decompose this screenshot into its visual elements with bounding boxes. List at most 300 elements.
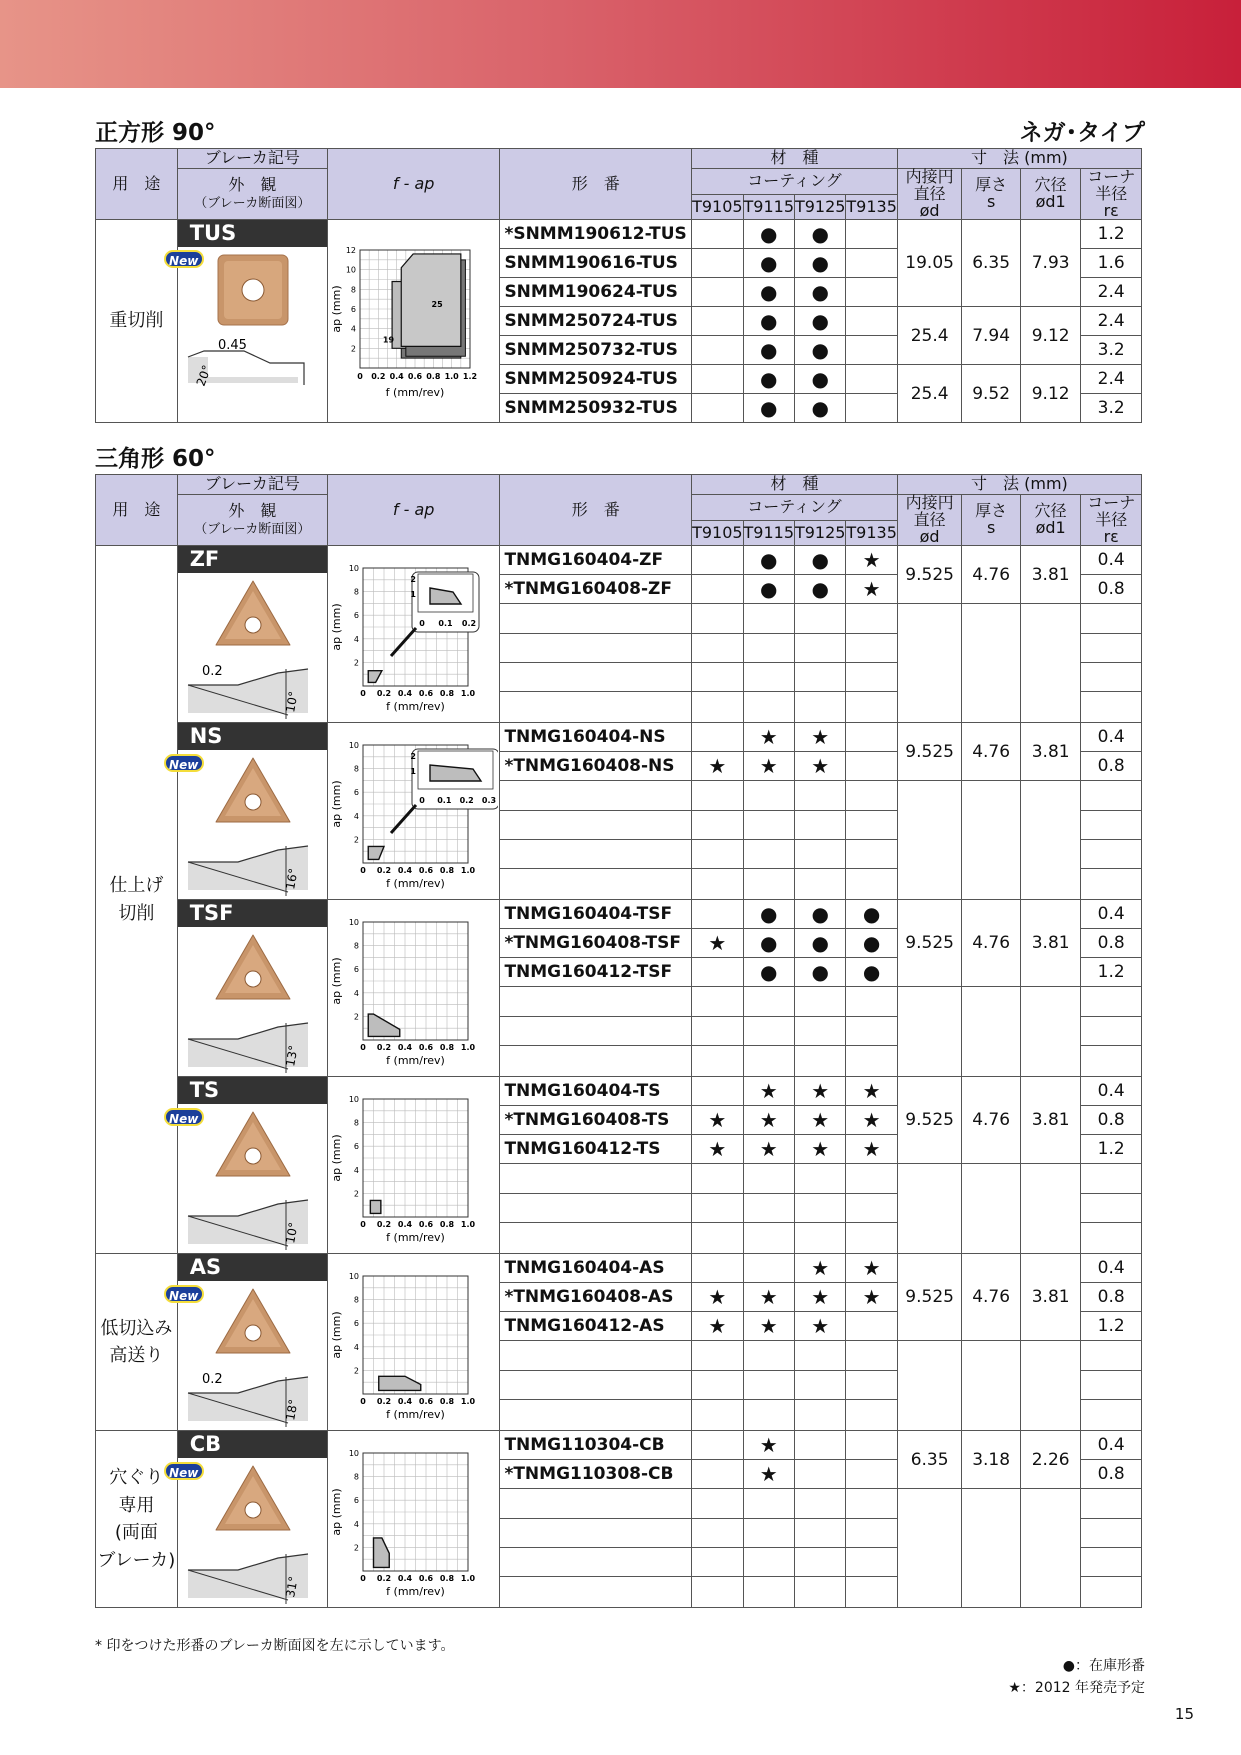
- hdr-appearance: 外 観 （ブレーカ断面図）: [177, 169, 327, 220]
- mark-cell: [743, 1400, 794, 1431]
- mark-cell: [743, 869, 794, 900]
- x-tick-label: 0.4: [389, 372, 404, 382]
- mark-cell: ●: [794, 336, 845, 365]
- x-tick-label: 0.8: [439, 866, 455, 876]
- mark-cell: ●: [743, 546, 794, 575]
- hdr-coating: コーティング: [692, 169, 898, 195]
- hdr-grade: T9125: [794, 520, 845, 546]
- dim-d1: 3.81: [1020, 546, 1081, 604]
- y-tick-label: 10: [348, 564, 359, 574]
- mark-cell: [846, 604, 897, 634]
- mark-cell: ★: [794, 1077, 845, 1106]
- dim-d1: 3.81: [1020, 1077, 1081, 1164]
- mark-cell: [692, 307, 743, 336]
- section-angle-label: 20°: [193, 363, 214, 389]
- y-tick-label: 4: [353, 1343, 359, 1353]
- mark-cell: [692, 546, 743, 575]
- hdr-model: 形 番: [500, 149, 692, 220]
- mark-cell: ●: [743, 394, 794, 423]
- mark-cell: ●: [794, 958, 845, 987]
- mark-cell: ●: [794, 929, 845, 958]
- breaker-code: AS: [178, 1254, 327, 1281]
- mark-cell: [743, 987, 794, 1017]
- inset-x-tick: 0.1: [437, 796, 452, 806]
- mark-cell: [743, 692, 794, 723]
- mark-cell: [846, 1400, 897, 1431]
- model-cell: [500, 692, 692, 723]
- y-tick-label: 10: [348, 918, 359, 928]
- x-tick-label: 0.4: [397, 1043, 413, 1053]
- mark-cell: [794, 987, 845, 1017]
- model-cell: [500, 604, 692, 634]
- dim-d: 9.525: [897, 546, 962, 604]
- dim-s: 7.94: [962, 307, 1021, 365]
- hdr-use: 用 途: [96, 149, 178, 220]
- hdr-coating: コーティング: [692, 495, 898, 521]
- x-axis-label: f (mm/rev): [386, 700, 445, 714]
- square-section-title: 正方形 90°: [95, 120, 216, 146]
- model-cell: [500, 663, 692, 692]
- x-tick-label: 1.0: [460, 1397, 476, 1407]
- mark-cell: [846, 634, 897, 663]
- section-dim-label: 0.2: [201, 1372, 223, 1388]
- mark-cell: ●: [846, 900, 897, 929]
- mark-cell: [692, 394, 743, 423]
- mark-cell: [846, 1489, 897, 1519]
- mark-cell: [794, 604, 845, 634]
- dim-d1: 3.81: [1020, 900, 1081, 987]
- y-tick-label: 4: [350, 325, 356, 335]
- inset-y-tick: 1: [410, 767, 416, 777]
- mark-cell: [794, 1194, 845, 1223]
- mark-cell: [794, 840, 845, 869]
- dim-r: [1081, 1577, 1142, 1608]
- mark-cell: [743, 1223, 794, 1254]
- dim-d: 9.525: [897, 1077, 962, 1164]
- mark-cell: [794, 781, 845, 811]
- mark-cell: [692, 723, 743, 752]
- model-cell: [500, 1519, 692, 1548]
- y-tick-label: 8: [353, 587, 359, 597]
- x-tick-label: 0: [360, 1043, 366, 1053]
- x-axis-label: f (mm/rev): [386, 1585, 445, 1599]
- new-badge: New: [164, 250, 204, 268]
- ns-chart: [327, 723, 499, 900]
- y-tick-label: 6: [353, 1319, 359, 1329]
- as-chart: [327, 1254, 499, 1431]
- hdr-dim-d: 内接円 直径 ød: [897, 495, 962, 546]
- mark-cell: [692, 1489, 743, 1519]
- mark-cell: [692, 1194, 743, 1223]
- empty-dim: [1020, 604, 1081, 723]
- triangle-table: [95, 474, 1142, 1608]
- use-line: 専用: [118, 1494, 155, 1516]
- y-tick-label: 4: [353, 635, 359, 645]
- use-boring: [96, 1431, 178, 1608]
- hdr-dims: 寸 法 (mm): [897, 149, 1141, 169]
- model-cell: TNMG160412-AS: [500, 1312, 692, 1341]
- x-axis-label: f (mm/rev): [386, 877, 445, 891]
- dim-d: 25.4: [897, 307, 962, 365]
- inset-y-tick: 2: [410, 575, 416, 585]
- mark-cell: ★: [743, 1135, 794, 1164]
- mark-cell: ●: [794, 575, 845, 604]
- mark-cell: [846, 1017, 897, 1046]
- mark-cell: ●: [743, 365, 794, 394]
- dim-r: 0.8: [1081, 1460, 1142, 1489]
- legend-dot: ●：在庫形番: [1062, 1658, 1145, 1674]
- hdr-material: 材 種: [692, 475, 898, 495]
- model-cell: TNMG160404-TSF: [500, 900, 692, 929]
- square-insert-image: [178, 247, 326, 395]
- dim-r: 0.4: [1081, 723, 1142, 752]
- mark-cell: [743, 781, 794, 811]
- x-tick-label: 0.8: [439, 1043, 455, 1053]
- mark-cell: [692, 365, 743, 394]
- dim-r: [1081, 1341, 1142, 1371]
- mark-cell: [846, 1341, 897, 1371]
- dim-r: 0.4: [1081, 1077, 1142, 1106]
- x-tick-label: 1.0: [460, 689, 476, 699]
- hdr-dim-r: コーナ 半径 rε: [1081, 169, 1142, 220]
- dim-r: 3.2: [1081, 336, 1142, 365]
- dim-d1: 9.12: [1020, 365, 1081, 423]
- mark-cell: ★: [743, 1077, 794, 1106]
- dim-d1: 7.93: [1020, 220, 1081, 307]
- inset-x-tick: 0.2: [461, 619, 477, 629]
- mark-cell: [846, 1519, 897, 1548]
- mark-cell: ★: [846, 575, 897, 604]
- dim-r: 1.2: [1081, 1312, 1142, 1341]
- dim-r: [1081, 1017, 1142, 1046]
- dim-r: [1081, 987, 1142, 1017]
- dim-d1: 2.26: [1020, 1431, 1081, 1489]
- dim-r: 1.2: [1081, 958, 1142, 987]
- mark-cell: [846, 840, 897, 869]
- mark-cell: [846, 1371, 897, 1400]
- hdr-dim-d: 内接円 直径 ød: [897, 169, 962, 220]
- ts-chart: [327, 1077, 499, 1254]
- hdr-material: 材 種: [692, 149, 898, 169]
- tsf-fap-chart: [328, 900, 498, 1076]
- hdr-grade: T9105: [692, 194, 743, 220]
- mark-cell: ★: [743, 1431, 794, 1460]
- model-cell: [500, 1194, 692, 1223]
- mark-cell: ●: [743, 220, 794, 249]
- mark-cell: [743, 1489, 794, 1519]
- mark-cell: [794, 1548, 845, 1577]
- mark-cell: ★: [692, 1283, 743, 1312]
- tsf-chart: [327, 900, 499, 1077]
- insert-hole: [245, 794, 261, 810]
- y-tick-label: 10: [348, 1449, 359, 1459]
- dim-r: [1081, 781, 1142, 811]
- x-tick-label: 1.0: [460, 1043, 476, 1053]
- mark-cell: [692, 1017, 743, 1046]
- x-tick-label: 0: [360, 1397, 366, 1407]
- triangle-insert-image: [178, 1104, 326, 1252]
- model-cell: [500, 1577, 692, 1608]
- mark-cell: [743, 1371, 794, 1400]
- dim-r: 1.6: [1081, 249, 1142, 278]
- use-line: 仕上げ: [109, 875, 164, 896]
- mark-cell: ●: [794, 220, 845, 249]
- dim-r: 1.2: [1081, 1135, 1142, 1164]
- y-axis-label: ap (mm): [329, 1311, 343, 1360]
- hdr-dim-s: 厚さ s: [962, 495, 1021, 546]
- dim-r: 3.2: [1081, 394, 1142, 423]
- empty-dim: [1020, 1164, 1081, 1254]
- mark-cell: [743, 1254, 794, 1283]
- section-angle-label: 31°: [282, 1575, 301, 1599]
- y-tick-label: 6: [353, 1496, 359, 1506]
- x-tick-label: 0.2: [371, 372, 386, 382]
- mark-cell: [743, 1194, 794, 1223]
- model-cell: *TNMG160408-TSF: [500, 929, 692, 958]
- dim-d: 9.525: [897, 900, 962, 987]
- mark-cell: [794, 1371, 845, 1400]
- model-cell: [500, 634, 692, 663]
- insert-hole: [245, 1325, 261, 1341]
- application-range: [370, 1201, 381, 1214]
- empty-dim: [962, 1164, 1021, 1254]
- mark-cell: [794, 692, 845, 723]
- x-tick-label: 0: [357, 372, 363, 382]
- new-badge: New: [164, 1462, 204, 1480]
- y-tick-label: 2: [353, 1012, 359, 1022]
- dim-d: 25.4: [897, 365, 962, 423]
- breaker-code: TS: [178, 1077, 327, 1104]
- dim-s: 4.76: [962, 900, 1021, 987]
- x-axis-label: f (mm/rev): [386, 1231, 445, 1245]
- hdr-grade: T9115: [743, 520, 794, 546]
- hdr-dims: 寸 法 (mm): [897, 475, 1141, 495]
- dim-s: 4.76: [962, 1254, 1021, 1341]
- square-table: [95, 148, 1142, 423]
- use-lowcut: [96, 1254, 178, 1431]
- x-tick-label: 0.4: [397, 1574, 413, 1584]
- mark-cell: [846, 1194, 897, 1223]
- mark-cell: ★: [846, 1106, 897, 1135]
- mark-cell: [846, 278, 897, 307]
- mark-cell: [692, 692, 743, 723]
- hdr-dim-r: コーナ 半径 rε: [1081, 495, 1142, 546]
- section-dim-label: 0.45: [217, 338, 247, 354]
- region-label: 19: [382, 335, 395, 345]
- dim-r: [1081, 1164, 1142, 1194]
- y-tick-label: 2: [353, 1543, 359, 1553]
- mark-cell: ●: [743, 958, 794, 987]
- application-range: [373, 1538, 389, 1568]
- inset-y-tick: 1: [410, 590, 416, 600]
- empty-dim: [962, 1341, 1021, 1431]
- section-angle-label: 10°: [282, 690, 301, 714]
- tus-chart: [327, 220, 499, 423]
- mark-cell: [794, 1017, 845, 1046]
- mark-cell: ●: [743, 307, 794, 336]
- x-tick-label: 0.6: [418, 1397, 434, 1407]
- x-tick-label: 0.2: [376, 689, 392, 699]
- mark-cell: [846, 752, 897, 781]
- mark-cell: [743, 840, 794, 869]
- y-tick-label: 6: [353, 611, 359, 621]
- y-tick-label: 10: [348, 741, 359, 751]
- mark-cell: ●: [846, 958, 897, 987]
- hdr-grade: T9125: [794, 194, 845, 220]
- mark-cell: [692, 811, 743, 840]
- use-line: 切削: [118, 902, 155, 924]
- y-tick-label: 4: [353, 1520, 359, 1530]
- mark-cell: [743, 663, 794, 692]
- mark-cell: [794, 1431, 845, 1460]
- mark-cell: [846, 1431, 897, 1460]
- mark-cell: [743, 1519, 794, 1548]
- empty-dim: [897, 604, 962, 723]
- dim-d: 6.35: [897, 1431, 962, 1489]
- page-number: 15: [1174, 1705, 1194, 1723]
- inset-x-tick: 0.1: [438, 619, 453, 629]
- dim-r: [1081, 634, 1142, 663]
- mark-cell: ●: [743, 575, 794, 604]
- y-tick-label: 4: [353, 989, 359, 999]
- x-tick-label: 0.4: [397, 689, 413, 699]
- mark-cell: [794, 811, 845, 840]
- triangle-insert-image: [178, 1458, 326, 1606]
- mark-cell: ★: [692, 1106, 743, 1135]
- x-axis-label: f (mm/rev): [386, 1054, 445, 1068]
- y-tick-label: 6: [353, 788, 359, 798]
- mark-cell: ●: [794, 365, 845, 394]
- insert-hole: [245, 1502, 261, 1518]
- x-tick-label: 0.8: [439, 1220, 455, 1230]
- y-tick-label: 2: [353, 658, 359, 668]
- dim-d: 9.525: [897, 1254, 962, 1341]
- mark-cell: [846, 1046, 897, 1077]
- dim-r: 0.4: [1081, 1254, 1142, 1283]
- tus-fap-chart: [328, 220, 498, 420]
- model-cell: TNMG160404-ZF: [500, 546, 692, 575]
- dim-d: 9.525: [897, 723, 962, 781]
- x-tick-label: 0: [360, 689, 366, 699]
- mark-cell: [743, 604, 794, 634]
- mark-cell: [692, 278, 743, 307]
- zf-appearance: [177, 546, 327, 723]
- y-tick-label: 6: [353, 965, 359, 975]
- mark-cell: [794, 1046, 845, 1077]
- use-line: (両面: [114, 1522, 158, 1544]
- mark-cell: [846, 1460, 897, 1489]
- application-range: [379, 1377, 421, 1391]
- triangle-section-title: 三角形 60°: [95, 446, 216, 472]
- mark-cell: [846, 1164, 897, 1194]
- mark-cell: [846, 220, 897, 249]
- mark-cell: ★: [743, 752, 794, 781]
- use-heavy-cutting: 重切削: [96, 220, 178, 423]
- mark-cell: [692, 1223, 743, 1254]
- y-tick-label: 8: [353, 764, 359, 774]
- dim-r: [1081, 1489, 1142, 1519]
- dim-r: 0.8: [1081, 929, 1142, 958]
- x-tick-label: 0.2: [376, 1220, 392, 1230]
- empty-dim: [897, 1164, 962, 1254]
- use-line: 穴ぐり: [109, 1466, 164, 1488]
- mark-cell: [692, 1341, 743, 1371]
- y-axis-label: ap (mm): [329, 1134, 343, 1183]
- hdr-grade: T9135: [846, 520, 897, 546]
- breaker-code: TSF: [178, 900, 327, 927]
- mark-cell: [692, 575, 743, 604]
- mark-cell: ★: [794, 723, 845, 752]
- dim-r: 0.8: [1081, 575, 1142, 604]
- x-tick-label: 0.4: [397, 1220, 413, 1230]
- dim-r: [1081, 1548, 1142, 1577]
- empty-dim: [1020, 987, 1081, 1077]
- mark-cell: [692, 840, 743, 869]
- dim-r: [1081, 1400, 1142, 1431]
- mark-cell: ★: [846, 1135, 897, 1164]
- model-cell: TNMG160404-AS: [500, 1254, 692, 1283]
- mark-cell: ●: [794, 394, 845, 423]
- x-tick-label: 0.8: [439, 1574, 455, 1584]
- y-tick-label: 10: [348, 1272, 359, 1282]
- y-tick-label: 6: [350, 305, 356, 315]
- mark-cell: [743, 1017, 794, 1046]
- mark-cell: [692, 900, 743, 929]
- empty-dim: [897, 1341, 962, 1431]
- mark-cell: ●: [846, 929, 897, 958]
- x-tick-label: 0.6: [418, 689, 434, 699]
- inset-x-tick: 0.3: [481, 796, 497, 806]
- model-cell: [500, 1017, 692, 1046]
- mark-cell: [794, 1400, 845, 1431]
- hdr-chart: f - ap: [327, 475, 499, 546]
- dim-r: [1081, 663, 1142, 692]
- mark-cell: [846, 336, 897, 365]
- model-cell: [500, 1046, 692, 1077]
- x-tick-label: 0.6: [418, 1574, 434, 1584]
- x-tick-label: 0.2: [376, 1574, 392, 1584]
- inset-x-tick: 0: [419, 619, 425, 629]
- mark-cell: [692, 1254, 743, 1283]
- mark-cell: [692, 336, 743, 365]
- tsf-appearance: [177, 900, 327, 1077]
- model-cell: SNMM250724-TUS: [500, 307, 692, 336]
- mark-cell: [846, 987, 897, 1017]
- mark-cell: ★: [743, 1460, 794, 1489]
- as-fap-chart: [328, 1254, 498, 1430]
- model-cell: [500, 1223, 692, 1254]
- mark-cell: [743, 1341, 794, 1371]
- hdr-grade: T9135: [846, 194, 897, 220]
- dim-r: [1081, 869, 1142, 900]
- dim-r: 2.4: [1081, 278, 1142, 307]
- x-axis-label: f (mm/rev): [385, 386, 445, 400]
- mark-cell: ●: [743, 249, 794, 278]
- new-badge: New: [164, 754, 204, 772]
- application-range: [368, 671, 382, 683]
- dim-r: [1081, 604, 1142, 634]
- hdr-use: 用 途: [96, 475, 178, 546]
- x-tick-label: 1.0: [460, 1220, 476, 1230]
- mark-cell: ●: [794, 307, 845, 336]
- model-cell: [500, 1548, 692, 1577]
- y-tick-label: 4: [353, 1166, 359, 1176]
- x-tick-label: 0.2: [376, 1043, 392, 1053]
- mark-cell: ★: [794, 1254, 845, 1283]
- x-tick-label: 0.2: [376, 1397, 392, 1407]
- mark-cell: [846, 723, 897, 752]
- cb-appearance: [169, 1431, 327, 1608]
